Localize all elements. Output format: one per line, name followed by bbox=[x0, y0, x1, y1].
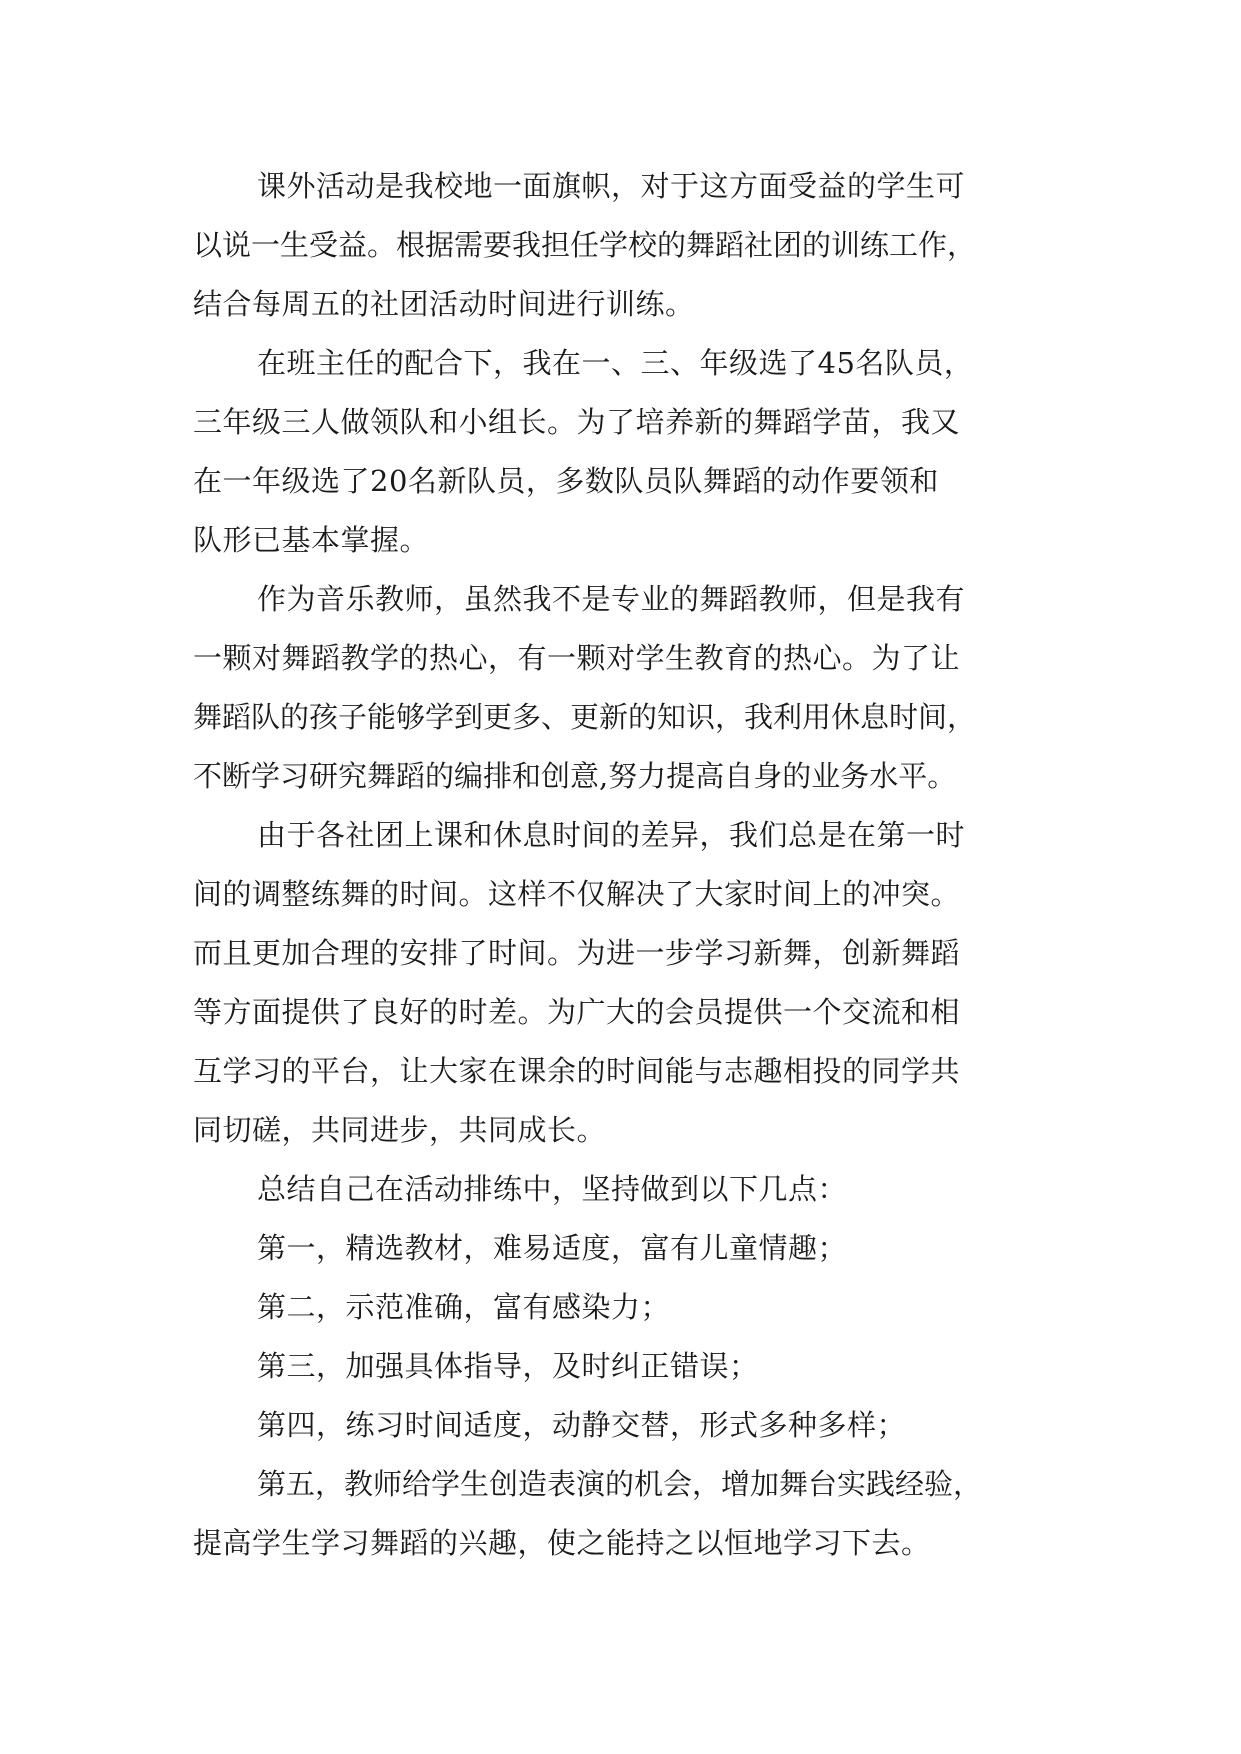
paragraph-1-line-2: 以说一生受益。根据需要我担任学校的舞蹈社团的训练工作， bbox=[193, 228, 977, 262]
paragraph-4-line-2: 间的调整练舞的时间。这样不仅解决了大家时间上的冲突。 bbox=[193, 877, 961, 911]
paragraph-4-line-5: 互学习的平台，让大家在课余的时间能与志趣相投的同学共 bbox=[193, 1054, 961, 1088]
summary-intro: 总结自己在活动排练中，坚持做到以下几点： bbox=[257, 1172, 848, 1206]
paragraph-2-line-2: 三年级三人做领队和小组长。为了培养新的舞蹈学苗，我又 bbox=[193, 405, 961, 439]
paragraph-3-line-2: 一颗对舞蹈教学的热心，有一颗对学生教育的热心。为了让 bbox=[193, 641, 961, 675]
point-5-line-1: 第五，教师给学生创造表演的机会，增加舞台实践经验， bbox=[257, 1467, 983, 1501]
paragraph-1-line-1: 课外活动是我校地一面旗帜，对于这方面受益的学生可 bbox=[257, 169, 966, 203]
point-1: 第一，精选教材，难易适度，富有儿童情趣； bbox=[257, 1231, 848, 1265]
paragraph-4-line-1: 由于各社团上课和休息时间的差异，我们总是在第一时 bbox=[257, 818, 966, 852]
paragraph-2-line-1: 在班主任的配合下，我在一、三、年级选了45名队员， bbox=[257, 346, 974, 380]
point-3: 第三，加强具体指导，及时纠正错误； bbox=[257, 1349, 759, 1383]
point-5-line-2: 提高学生学习舞蹈的兴趣，使之能持之以恒地学习下去。 bbox=[193, 1526, 931, 1560]
paragraph-3-line-4: 不断学习研究舞蹈的编排和创意,努力提高自身的业务水平。 bbox=[193, 759, 957, 793]
point-4: 第四，练习时间适度，动静交替，形式多种多样； bbox=[257, 1408, 907, 1442]
paragraph-4-line-4: 等方面提供了良好的时差。为广大的会员提供一个交流和相 bbox=[193, 995, 961, 1029]
paragraph-2-line-4: 队形已基本掌握。 bbox=[193, 523, 430, 557]
paragraph-4-line-3: 而且更加合理的安排了时间。为进一步学习新舞，创新舞蹈 bbox=[193, 936, 961, 970]
paragraph-3-line-3: 舞蹈队的孩子能够学到更多、更新的知识，我利用休息时间， bbox=[193, 700, 977, 734]
point-2: 第二，示范准确，富有感染力； bbox=[257, 1290, 671, 1324]
paragraph-3-line-1: 作为音乐教师，虽然我不是专业的舞蹈教师，但是我有 bbox=[257, 582, 966, 616]
paragraph-2-line-3: 在一年级选了20名新队员，多数队员队舞蹈的动作要领和 bbox=[193, 464, 939, 498]
document-body bbox=[193, 157, 1093, 1573]
paragraph-4-line-6: 同切磋，共同进步，共同成长。 bbox=[193, 1113, 607, 1147]
paragraph-1-line-3: 结合每周五的社团活动时间进行训练。 bbox=[193, 287, 695, 321]
